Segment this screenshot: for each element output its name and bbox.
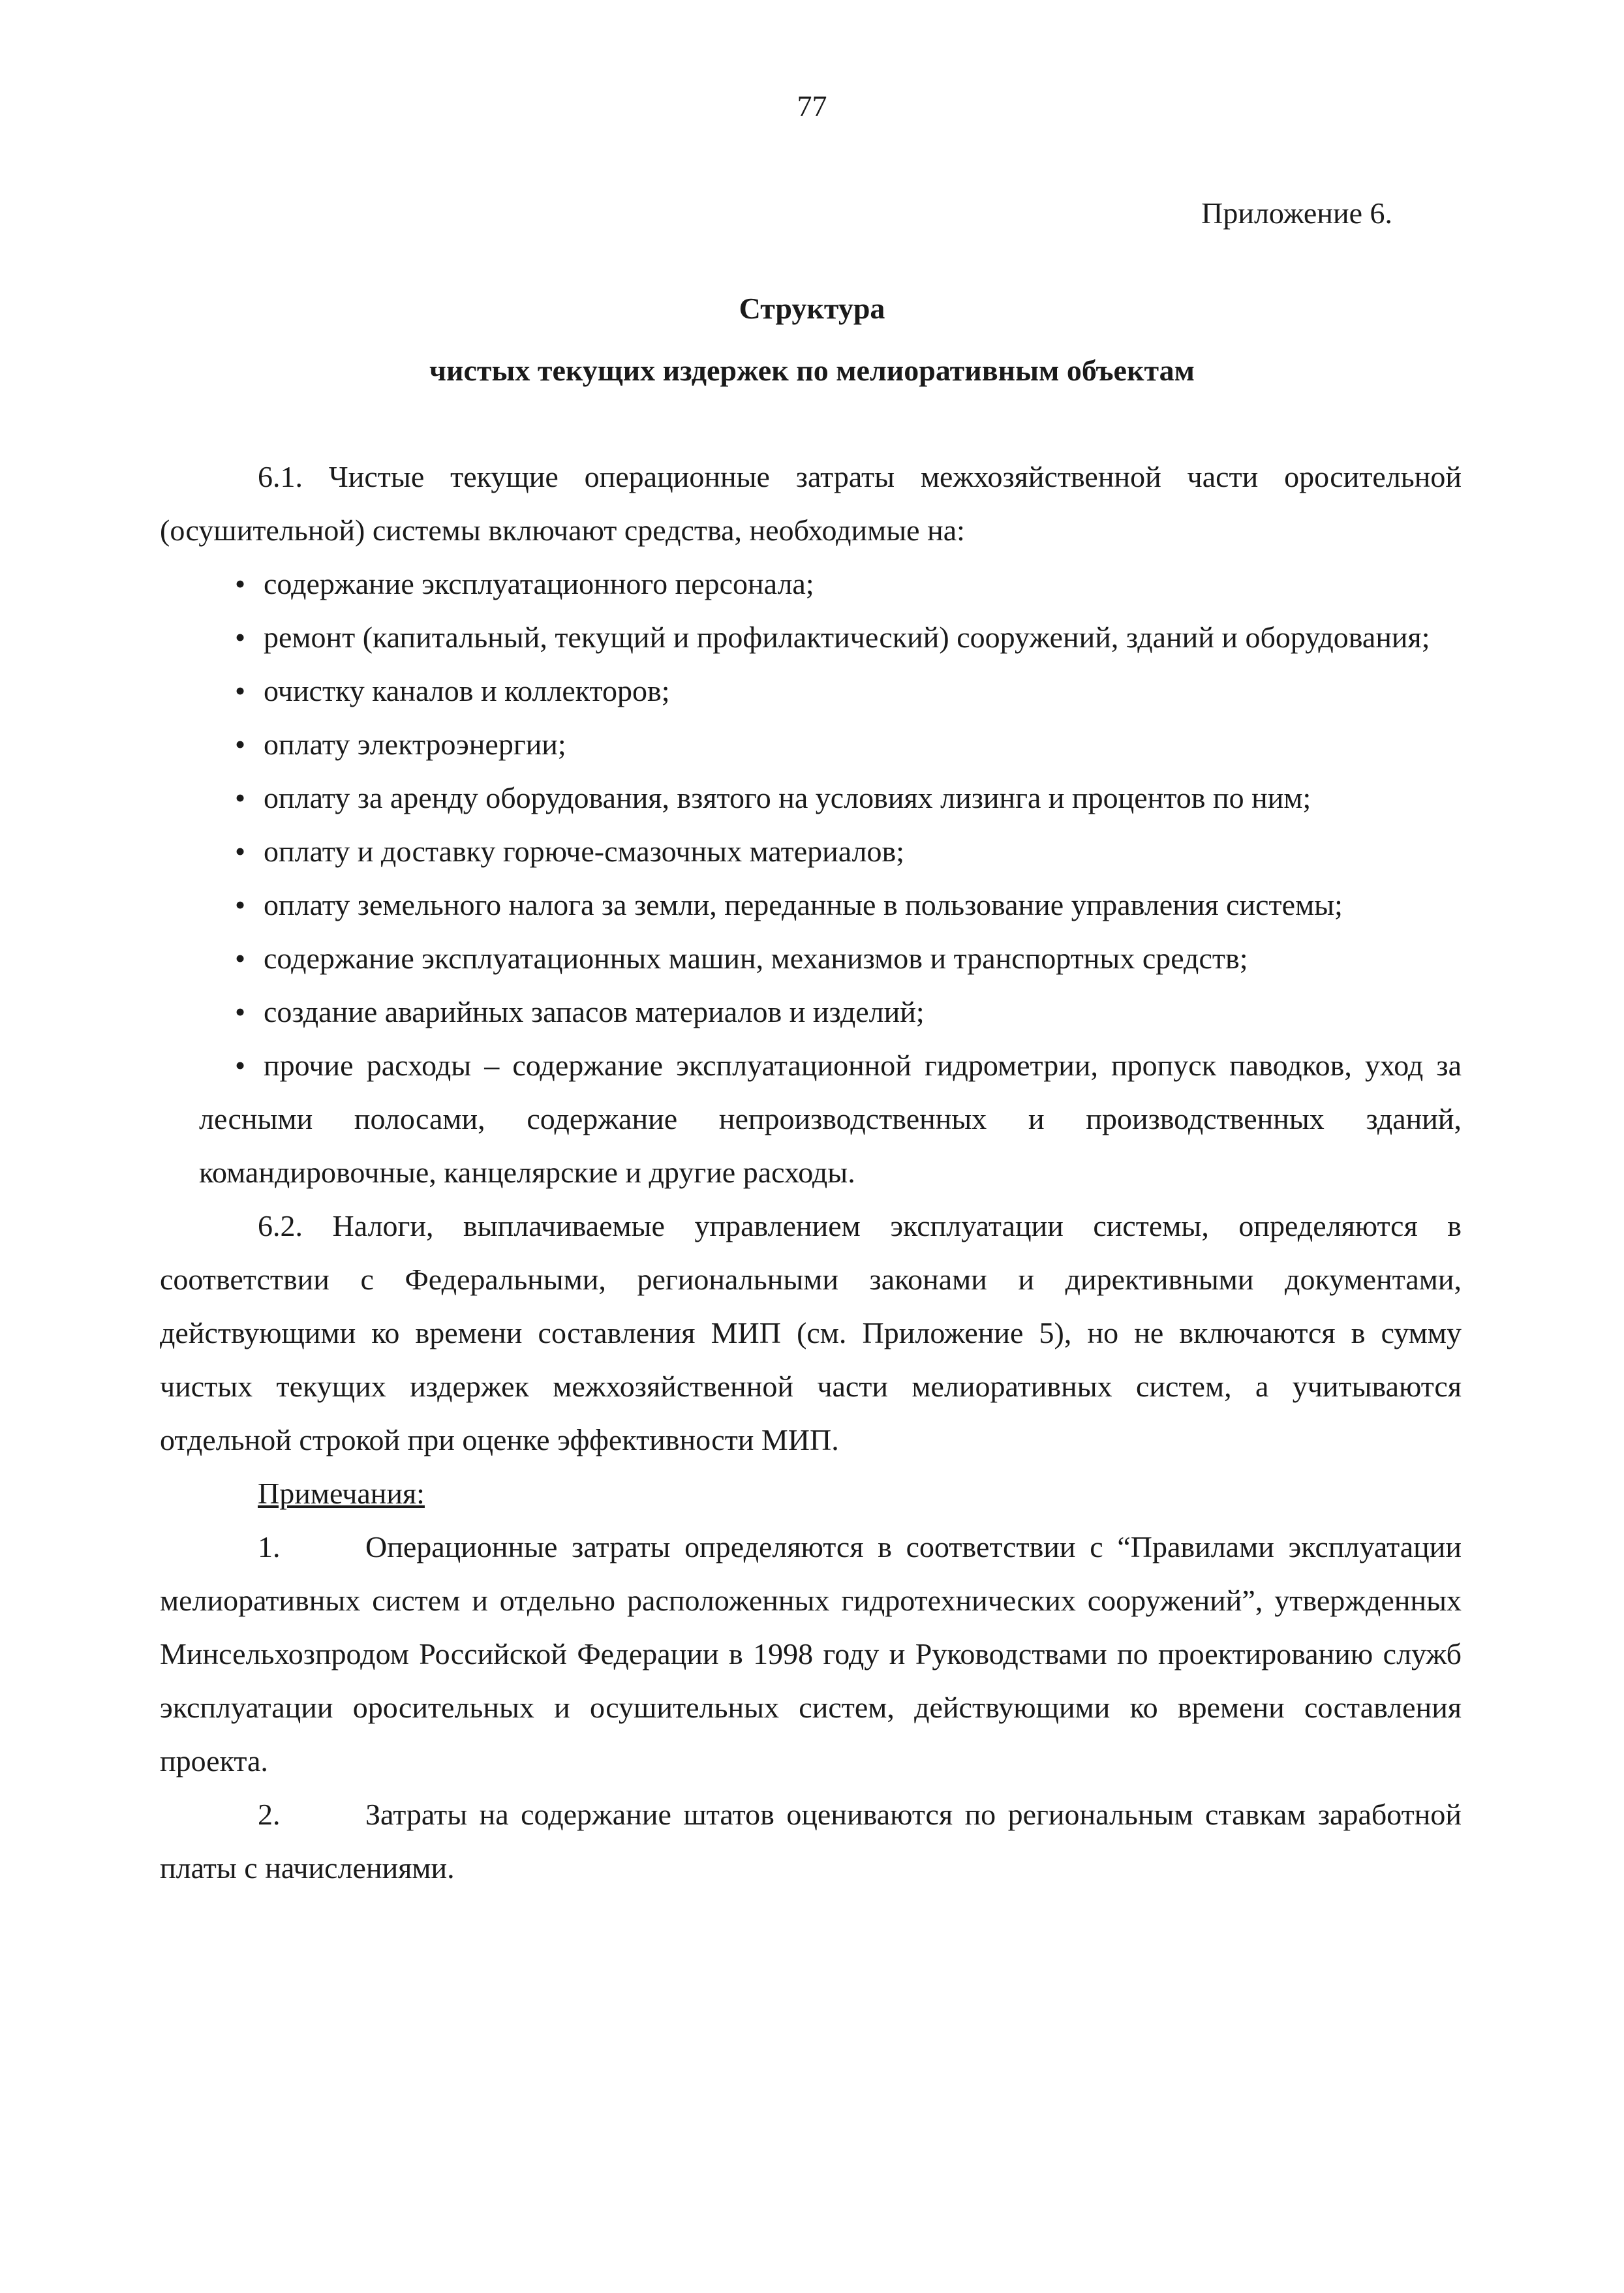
list-item [160,718,1462,771]
note-number: 2. [258,1798,281,1831]
document-title: Структура [739,292,885,325]
list-item-text: оплату электроэнергии; [264,728,566,761]
note-item [160,1788,1462,1895]
list-item-text: содержание эксплуатационного персонала; [264,567,814,600]
list-item [160,557,1462,611]
list-item-text: очистку каналов и коллекторов; [264,674,670,707]
notes-heading: Примечания: [258,1477,425,1510]
list-item [160,611,1462,664]
document-subtitle: чистых текущих издержек по мелиоративным объектам [429,354,1195,387]
note-text: Операционные затраты определяются в соответствии с “Правилами эксплуатации мелиоративных систем и отдельно расположенных гидротехнических сооружений”, утвержденных Минсельхозпродом Российской Федерации в 1998 году и Руководствами по проектированию служб эксплуатации оросительных и осушительных систем, действующими ко времени составления проекта. [160,1530,1462,1777]
document-body [160,450,1462,1895]
list-item-text: создание аварийных запасов материалов и изделий; [264,995,925,1028]
bullet-icon: • [235,674,246,707]
bullet-icon: • [235,942,246,975]
list-item [160,771,1462,825]
expense-list [160,557,1462,1199]
bullet-icon: • [235,835,246,868]
list-item [160,1039,1462,1199]
appendix-label: Приложение 6. [1201,196,1392,230]
bullet-icon: • [235,567,246,600]
list-item-text: оплату за аренду оборудования, взятого на условиях лизинга и процентов по ним; [264,781,1311,814]
bullet-icon: • [235,621,246,654]
list-item-text: ремонт (капитальный, текущий и профилактический) сооружений, зданий и оборудования; [264,621,1430,654]
list-item [160,985,1462,1039]
list-item [160,932,1462,985]
paragraph-6-2: 6.2. Налоги, выплачиваемые управлением эксплуатации системы, определяются в соответствии с Федеральными, региональными законами и директивными документами, действующими ко времени составления МИП (см. Приложение 5), но не включаются в сумму чистых текущих издержек межхозяйственной части мелиоративных систем, а учитываются отдельной строкой при оценке эффективности МИП. [160,1209,1462,1456]
list-item-text: оплату и доставку горюче-смазочных материалов; [264,835,905,868]
list-item-text: прочие расходы – содержание эксплуатационной гидрометрии, пропуск паводков, уход за лесными полосами, содержание непроизводственных и производственных зданий, командировочные, канцелярские и другие расходы. [199,1049,1462,1189]
paragraph-6-1: 6.1. Чистые текущие операционные затраты межхозяйственной части оросительной (осушительной) системы включают средства, необходимые на: [160,460,1462,547]
bullet-icon: • [235,1049,246,1082]
list-item [160,664,1462,718]
list-item-text: оплату земельного налога за земли, переданные в пользование управления системы; [264,888,1343,921]
bullet-icon: • [235,888,246,921]
note-item [160,1520,1462,1788]
note-number: 1. [258,1530,281,1563]
bullet-icon: • [235,781,246,814]
list-item-text: содержание эксплуатационных машин, механизмов и транспортных средств; [264,942,1248,975]
bullet-icon: • [235,995,246,1028]
list-item [160,825,1462,878]
list-item [160,878,1462,932]
bullet-icon: • [235,728,246,761]
page-number: 77 [797,89,827,123]
note-text: Затраты на содержание штатов оцениваются по региональным ставкам заработной платы с начислениями. [160,1798,1462,1885]
